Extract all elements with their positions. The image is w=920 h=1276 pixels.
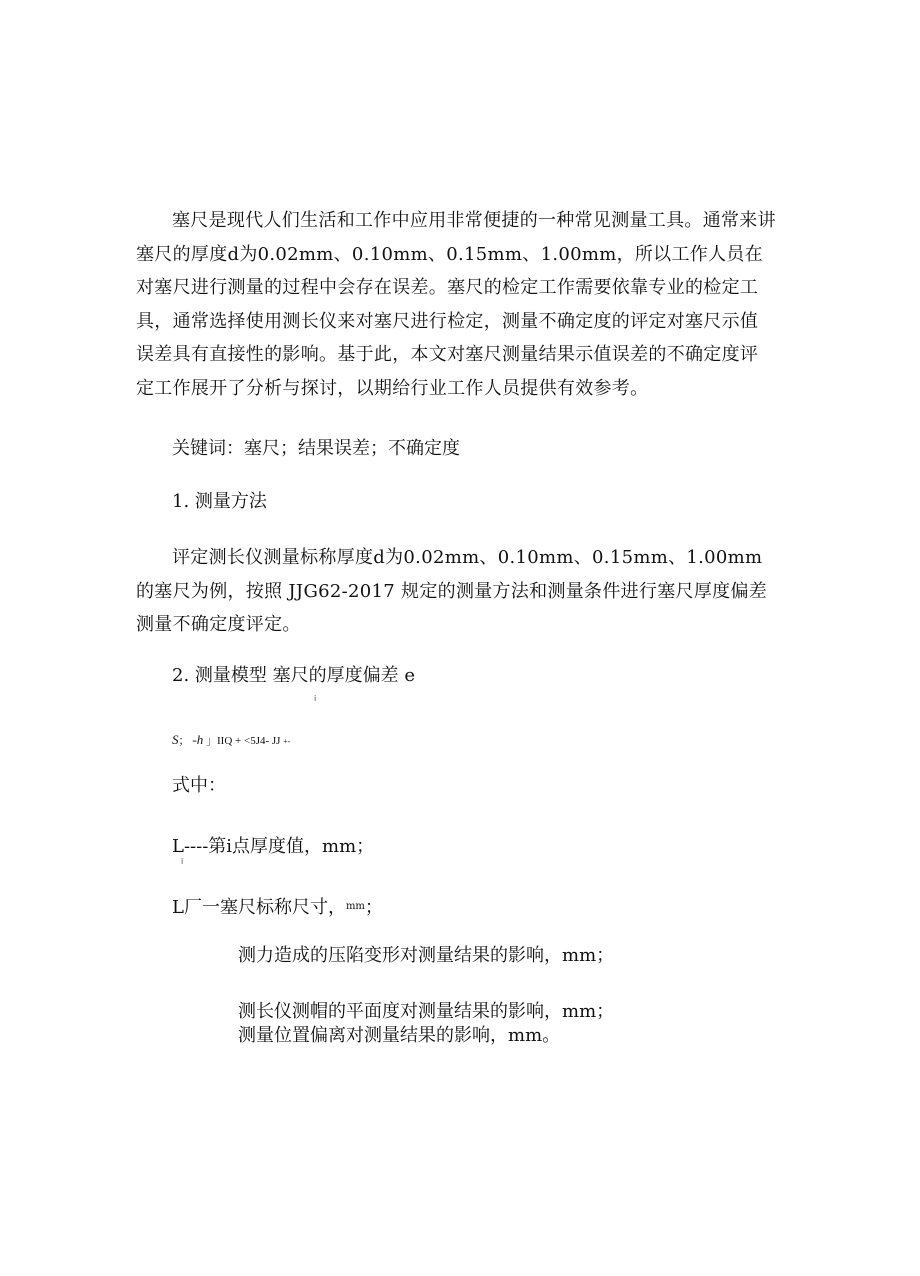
formula-part: +-	[283, 737, 291, 746]
definition-lr: L厂一塞尺标称尺寸，$^{mm}$；	[172, 897, 383, 918]
formula-part: =	[192, 737, 197, 746]
section-1-body	[136, 541, 776, 642]
definition-indentation: 测力造成的压陷变形对测量结果的影响，mm；	[238, 945, 615, 966]
formula	[172, 732, 290, 750]
where-label: 式中：	[172, 775, 226, 796]
formula-part: ；	[178, 735, 190, 747]
heading-subscript: i	[314, 694, 317, 703]
formula-lhs: S	[172, 732, 179, 747]
section-1-text: 评定测长仪测量标称厚度d为0.02mm、0.10mm、0.15mm、1.00mm的塞尺为例，按照 JJG62-2017 规定的测量方法和测量条件进行塞尺厚度偏差测量不确定度评定。	[136, 547, 768, 635]
definition-li-subscript: i	[181, 857, 184, 866]
definition-li: L----第i点厚度值，mm；	[172, 836, 375, 857]
definition-lr-unit: mm	[345, 901, 365, 912]
section-2-heading: 2. 测量模型 塞尺的厚度偏差 e	[172, 665, 415, 686]
abstract-paragraph	[136, 204, 776, 405]
formula-part: 」IIQ + <5J4- JJ	[206, 735, 281, 747]
keywords-line: 关键词：塞尺；结果误差；不确定度	[172, 438, 460, 459]
abstract-text: 塞尺是现代人们生活和工作中应用非常便捷的一种常见测量工具。通常来讲塞尺的厚度d为0.02mm、0.10mm、0.15mm、1.00mm，所以工作人员在对塞尺进行测量的过程中会存在误差。塞尺的检定工作需要依靠专业的检定工具，通常选择使用测长仪来对塞尺进行检定，测量不确定度的评定对塞尺示值误差具有直接性的影响。基于此，本文对塞尺测量结果示值误差的不确定度评定工作展开了分析与探讨，以期给行业工作人员提供有效参考。	[136, 210, 776, 399]
section-1-heading: 1. 测量方法	[172, 491, 267, 512]
definition-flatness: 测长仪测帽的平面度对测量结果的影响，mm；	[238, 1001, 615, 1022]
formula-part: h	[196, 732, 204, 747]
definition-position: 测量位置偏离对测量结果的影响，mm。	[238, 1025, 561, 1046]
